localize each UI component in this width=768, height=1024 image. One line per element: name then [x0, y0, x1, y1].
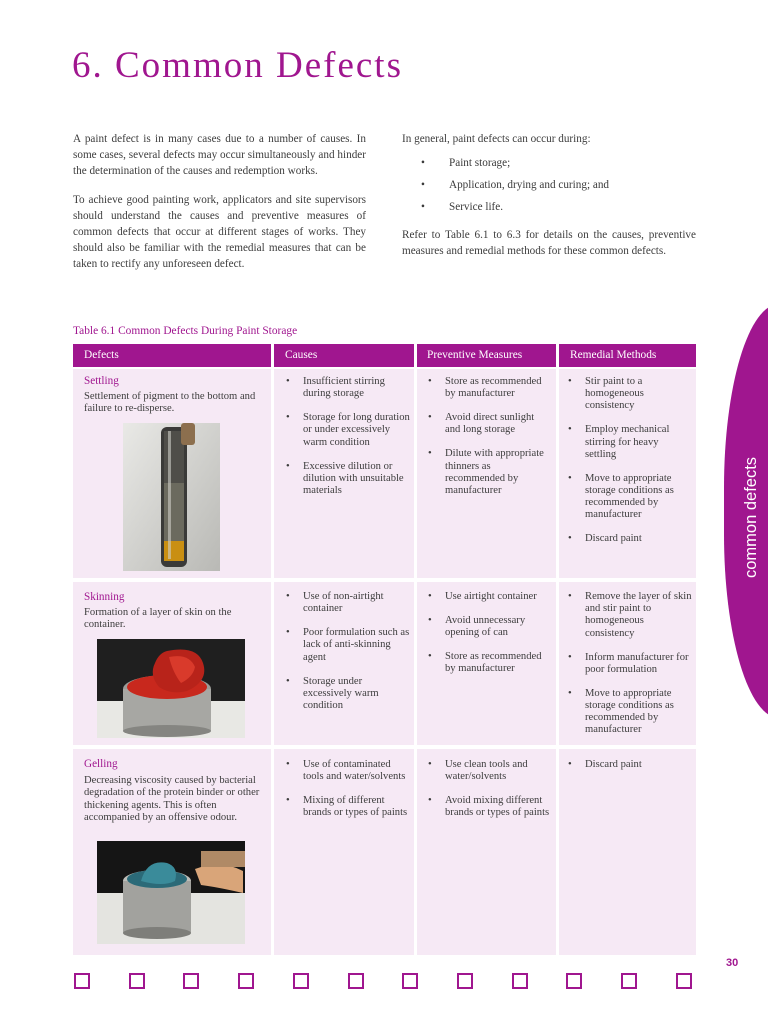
footer-box	[402, 973, 418, 989]
list-item-text: Use clean tools and water/solvents	[445, 759, 528, 783]
bullet-icon: •	[568, 591, 572, 602]
footer-box	[238, 973, 254, 989]
bullet-icon: •	[421, 179, 425, 192]
intro-paragraph: A paint defect is in many cases due to a number of causes. In some cases, several defects may occur simultaneously and hinder the determination of the causes and redemption works.	[73, 133, 366, 177]
list-item	[566, 652, 692, 676]
list-item	[284, 676, 412, 713]
bullet-icon: •	[568, 687, 572, 699]
list-item	[426, 759, 552, 783]
list-item-text: Dilute with appropriate thinners as recommended by manufacturer	[445, 448, 544, 497]
bullet-icon: •	[428, 615, 432, 626]
footer-box	[74, 973, 90, 989]
footer-box	[512, 973, 528, 989]
list-item	[426, 448, 552, 497]
list-item-text: Avoid mixing different brands or types of paints	[445, 795, 550, 819]
defect-name: Settling	[84, 375, 119, 387]
bullet-icon: •	[568, 759, 572, 770]
list-item-text: Storage for long duration or under excessively warm condition	[303, 412, 410, 448]
list-item	[284, 795, 412, 819]
list-item-text: Application, drying and curing; and	[449, 179, 610, 192]
list-item-text: Remove the layer of skin and stir paint to homogeneous consistency	[585, 591, 692, 639]
list-item-text: Move to appropriate storage conditions as recommended by manufacturer	[585, 472, 674, 521]
footer-box	[183, 973, 199, 989]
intro-left-column	[73, 132, 366, 286]
intro-paragraph: To achieve good painting work, applicators and site supervisors should understand the causes and preventive measures of common defects that occur at different stages of works. They should also be familiar with the remedial measures that can be taken to rectify any unforeseen defect.	[73, 194, 366, 270]
bullet-icon: •	[286, 759, 290, 770]
bullet-icon: •	[428, 759, 432, 770]
list-item	[402, 178, 696, 194]
list-item	[426, 651, 552, 675]
list-item	[566, 533, 692, 545]
bullet-icon: •	[428, 651, 432, 663]
bullet-icon: •	[568, 533, 572, 545]
causes-list	[284, 759, 412, 831]
list-item-text: Use of non-airtight container	[303, 591, 384, 615]
list-item-text: Service life.	[449, 201, 504, 214]
list-item	[284, 591, 412, 615]
list-item	[426, 376, 552, 400]
list-item	[426, 412, 552, 436]
list-item	[284, 461, 412, 498]
list-item-text: Use of contaminated tools and water/solvents	[303, 759, 406, 783]
bullet-icon: •	[421, 201, 425, 214]
footer-box	[129, 973, 145, 989]
list-item-text: Mixing of different brands or types of paints	[303, 795, 408, 819]
footer-box	[621, 973, 637, 989]
list-item-text: Insufficient stirring during storage	[303, 376, 385, 400]
list-item-text: Discard paint	[585, 533, 642, 545]
bullet-icon: •	[286, 795, 290, 807]
skinning-photo	[97, 639, 245, 738]
bullet-icon: •	[568, 376, 572, 387]
list-item	[284, 759, 412, 783]
list-item-text: Avoid unnecessary opening of can	[445, 615, 526, 639]
footer-box	[293, 973, 309, 989]
footer-box	[566, 973, 582, 989]
preventive-list	[426, 376, 552, 509]
list-item	[566, 473, 692, 522]
list-item-text: Inform manufacturer for poor formulation	[585, 651, 689, 675]
bullet-icon: •	[286, 591, 290, 602]
preventive-list	[426, 591, 552, 687]
remedial-list	[566, 591, 692, 748]
section-side-tab-label: common defects	[742, 456, 760, 578]
list-item	[284, 376, 412, 400]
bullet-icon: •	[568, 424, 572, 436]
table-caption: Table 6.1 Common Defects During Paint Storage	[73, 325, 298, 337]
list-item	[426, 591, 552, 603]
header-causes: Causes	[274, 344, 414, 367]
intro-right-column	[402, 132, 696, 274]
list-item-text: Avoid direct sunlight and long storage	[445, 412, 535, 436]
defect-name: Skinning	[84, 591, 125, 603]
list-item	[284, 627, 412, 664]
list-item-text: Store as recommended by manufacturer	[445, 376, 542, 400]
list-item-text: Use airtight container	[445, 591, 537, 602]
header-defects: Defects	[73, 344, 271, 367]
header-remedial-methods: Remedial Methods	[559, 344, 696, 367]
settling-photo	[123, 423, 220, 571]
bullet-icon: •	[286, 460, 290, 472]
bullet-icon: •	[421, 156, 425, 169]
bullet-icon: •	[286, 627, 290, 639]
list-item-text: Employ mechanical stirring for heavy settling	[585, 424, 670, 460]
footer-box	[676, 973, 692, 989]
bullet-icon: •	[568, 651, 572, 663]
list-item-text: Excessive dilution or dilution with unsuitable materials	[303, 460, 404, 497]
header-preventive-measures: Preventive Measures	[417, 344, 556, 367]
list-item	[566, 591, 692, 640]
page-title: 6. Common Defects	[72, 45, 403, 86]
preventive-list	[426, 759, 552, 831]
bullet-icon: •	[286, 675, 290, 687]
defect-description: Formation of a layer of skin on the container.	[84, 607, 232, 631]
gelling-photo	[97, 841, 245, 944]
list-item	[402, 156, 696, 172]
list-item-text: Poor formulation such as lack of anti-skinning agent	[303, 627, 410, 663]
table-reference-paragraph: Refer to Table 6.1 to 6.3 for details on the causes, preventive measures and remedial methods for these common defects.	[402, 229, 696, 257]
list-item	[566, 759, 692, 771]
causes-list	[284, 376, 412, 509]
bullet-icon: •	[568, 472, 572, 484]
bullet-icon: •	[286, 376, 290, 387]
list-item	[566, 688, 692, 737]
footer-box	[457, 973, 473, 989]
defect-name: Gelling	[84, 758, 118, 770]
intro-lead: In general, paint defects can occur during:	[402, 133, 591, 145]
defect-description: Settlement of pigment to the bottom and failure to re-disperse.	[84, 391, 256, 415]
list-item	[402, 200, 696, 216]
list-item	[426, 795, 552, 819]
footer-box	[348, 973, 364, 989]
bullet-icon: •	[286, 412, 290, 424]
bullet-icon: •	[428, 591, 432, 602]
defect-stage-list	[402, 156, 696, 216]
list-item	[566, 424, 692, 461]
defect-description: Decreasing viscosity caused by bacterial degradation of the protein binder or other thickening agents. This is often accompanied by an offensive odour.	[84, 775, 260, 823]
bullet-icon: •	[428, 376, 432, 387]
remedial-list	[566, 376, 692, 557]
list-item-text: Discard paint	[585, 759, 642, 770]
list-item-text: Stir paint to a homogeneous consistency	[585, 376, 644, 412]
list-item-text: Move to appropriate storage conditions as recommended by manufacturer	[585, 687, 674, 736]
bullet-icon: •	[428, 412, 432, 424]
bullet-icon: •	[428, 448, 432, 460]
list-item	[426, 615, 552, 639]
causes-list	[284, 591, 412, 724]
list-item	[566, 376, 692, 413]
list-item	[284, 412, 412, 449]
list-item-text: Paint storage;	[449, 156, 511, 169]
remedial-list	[566, 759, 692, 783]
list-item-text: Store as recommended by manufacturer	[445, 651, 542, 675]
list-item-text: Storage under excessively warm condition	[303, 675, 379, 712]
page-number: 30	[726, 957, 739, 969]
bullet-icon: •	[428, 795, 432, 807]
